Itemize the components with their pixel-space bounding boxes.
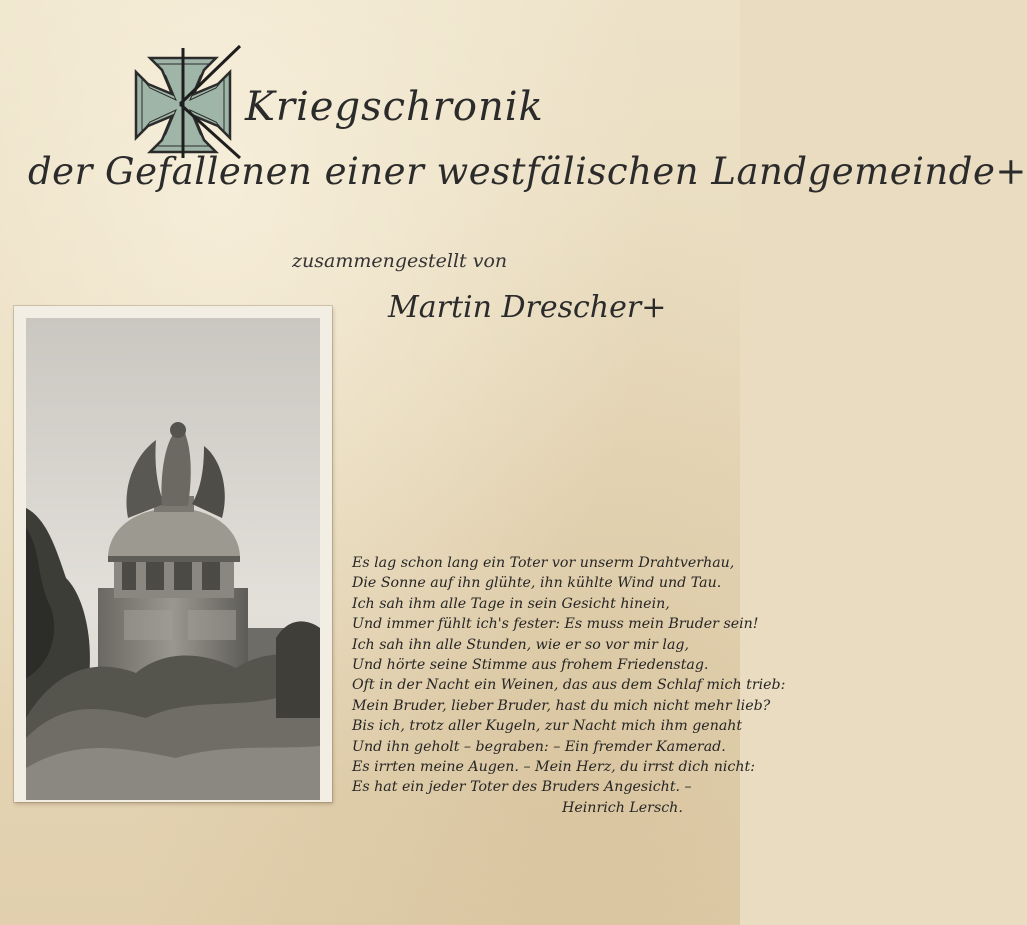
poem-line: Ich sah ihn alle Stunden, wie er so vor mir lag, — [352, 636, 690, 653]
poem-line: Ich sah ihm alle Tage in sein Gesicht hinein, — [352, 595, 670, 612]
poem-line: Oft in der Nacht ein Weinen, das aus dem Schlaf mich trieb: — [352, 677, 786, 694]
poem-line: Und ihn geholt – begraben: – Ein fremder Kamerad. — [352, 738, 726, 755]
poem-line: Bis ich, trotz aller Kugeln, zur Nacht mich ihm genaht — [352, 718, 743, 735]
photo-mount — [14, 306, 332, 802]
poem-line: Die Sonne auf ihn glühte, ihn kühlte Wind und Tau. — [352, 575, 722, 592]
poem-line: Und hörte seine Stimme aus frohem Friedenstag. — [352, 657, 709, 674]
poem-line: Es hat ein jeder Toter des Bruders Angesicht. – — [352, 779, 692, 796]
poem-block — [352, 553, 786, 818]
poem-author: Heinrich Lersch. — [562, 799, 683, 816]
title-line-1: Kriegschronik — [245, 84, 544, 130]
title-line-2: der Gefallenen einer westfälischen Landgemeinde+ — [28, 150, 1027, 193]
iron-cross-icon — [128, 50, 238, 160]
compiled-by-label: zusammengestellt von — [292, 250, 508, 272]
poem-line: Und immer fühlt ich's fester: Es muss mein Bruder sein! — [352, 616, 759, 633]
author-signature: Martin Drescher+ — [388, 290, 667, 325]
poem-line: Mein Bruder, lieber Bruder, hast du mich nicht mehr lieb? — [352, 697, 771, 714]
eagle-monument-photo — [26, 318, 320, 800]
poem-line: Es irrten meine Augen. – Mein Herz, du irrst dich nicht: — [352, 759, 755, 776]
poem-line: Es lag schon lang ein Toter vor unserm Drahtverhau, — [352, 555, 735, 571]
